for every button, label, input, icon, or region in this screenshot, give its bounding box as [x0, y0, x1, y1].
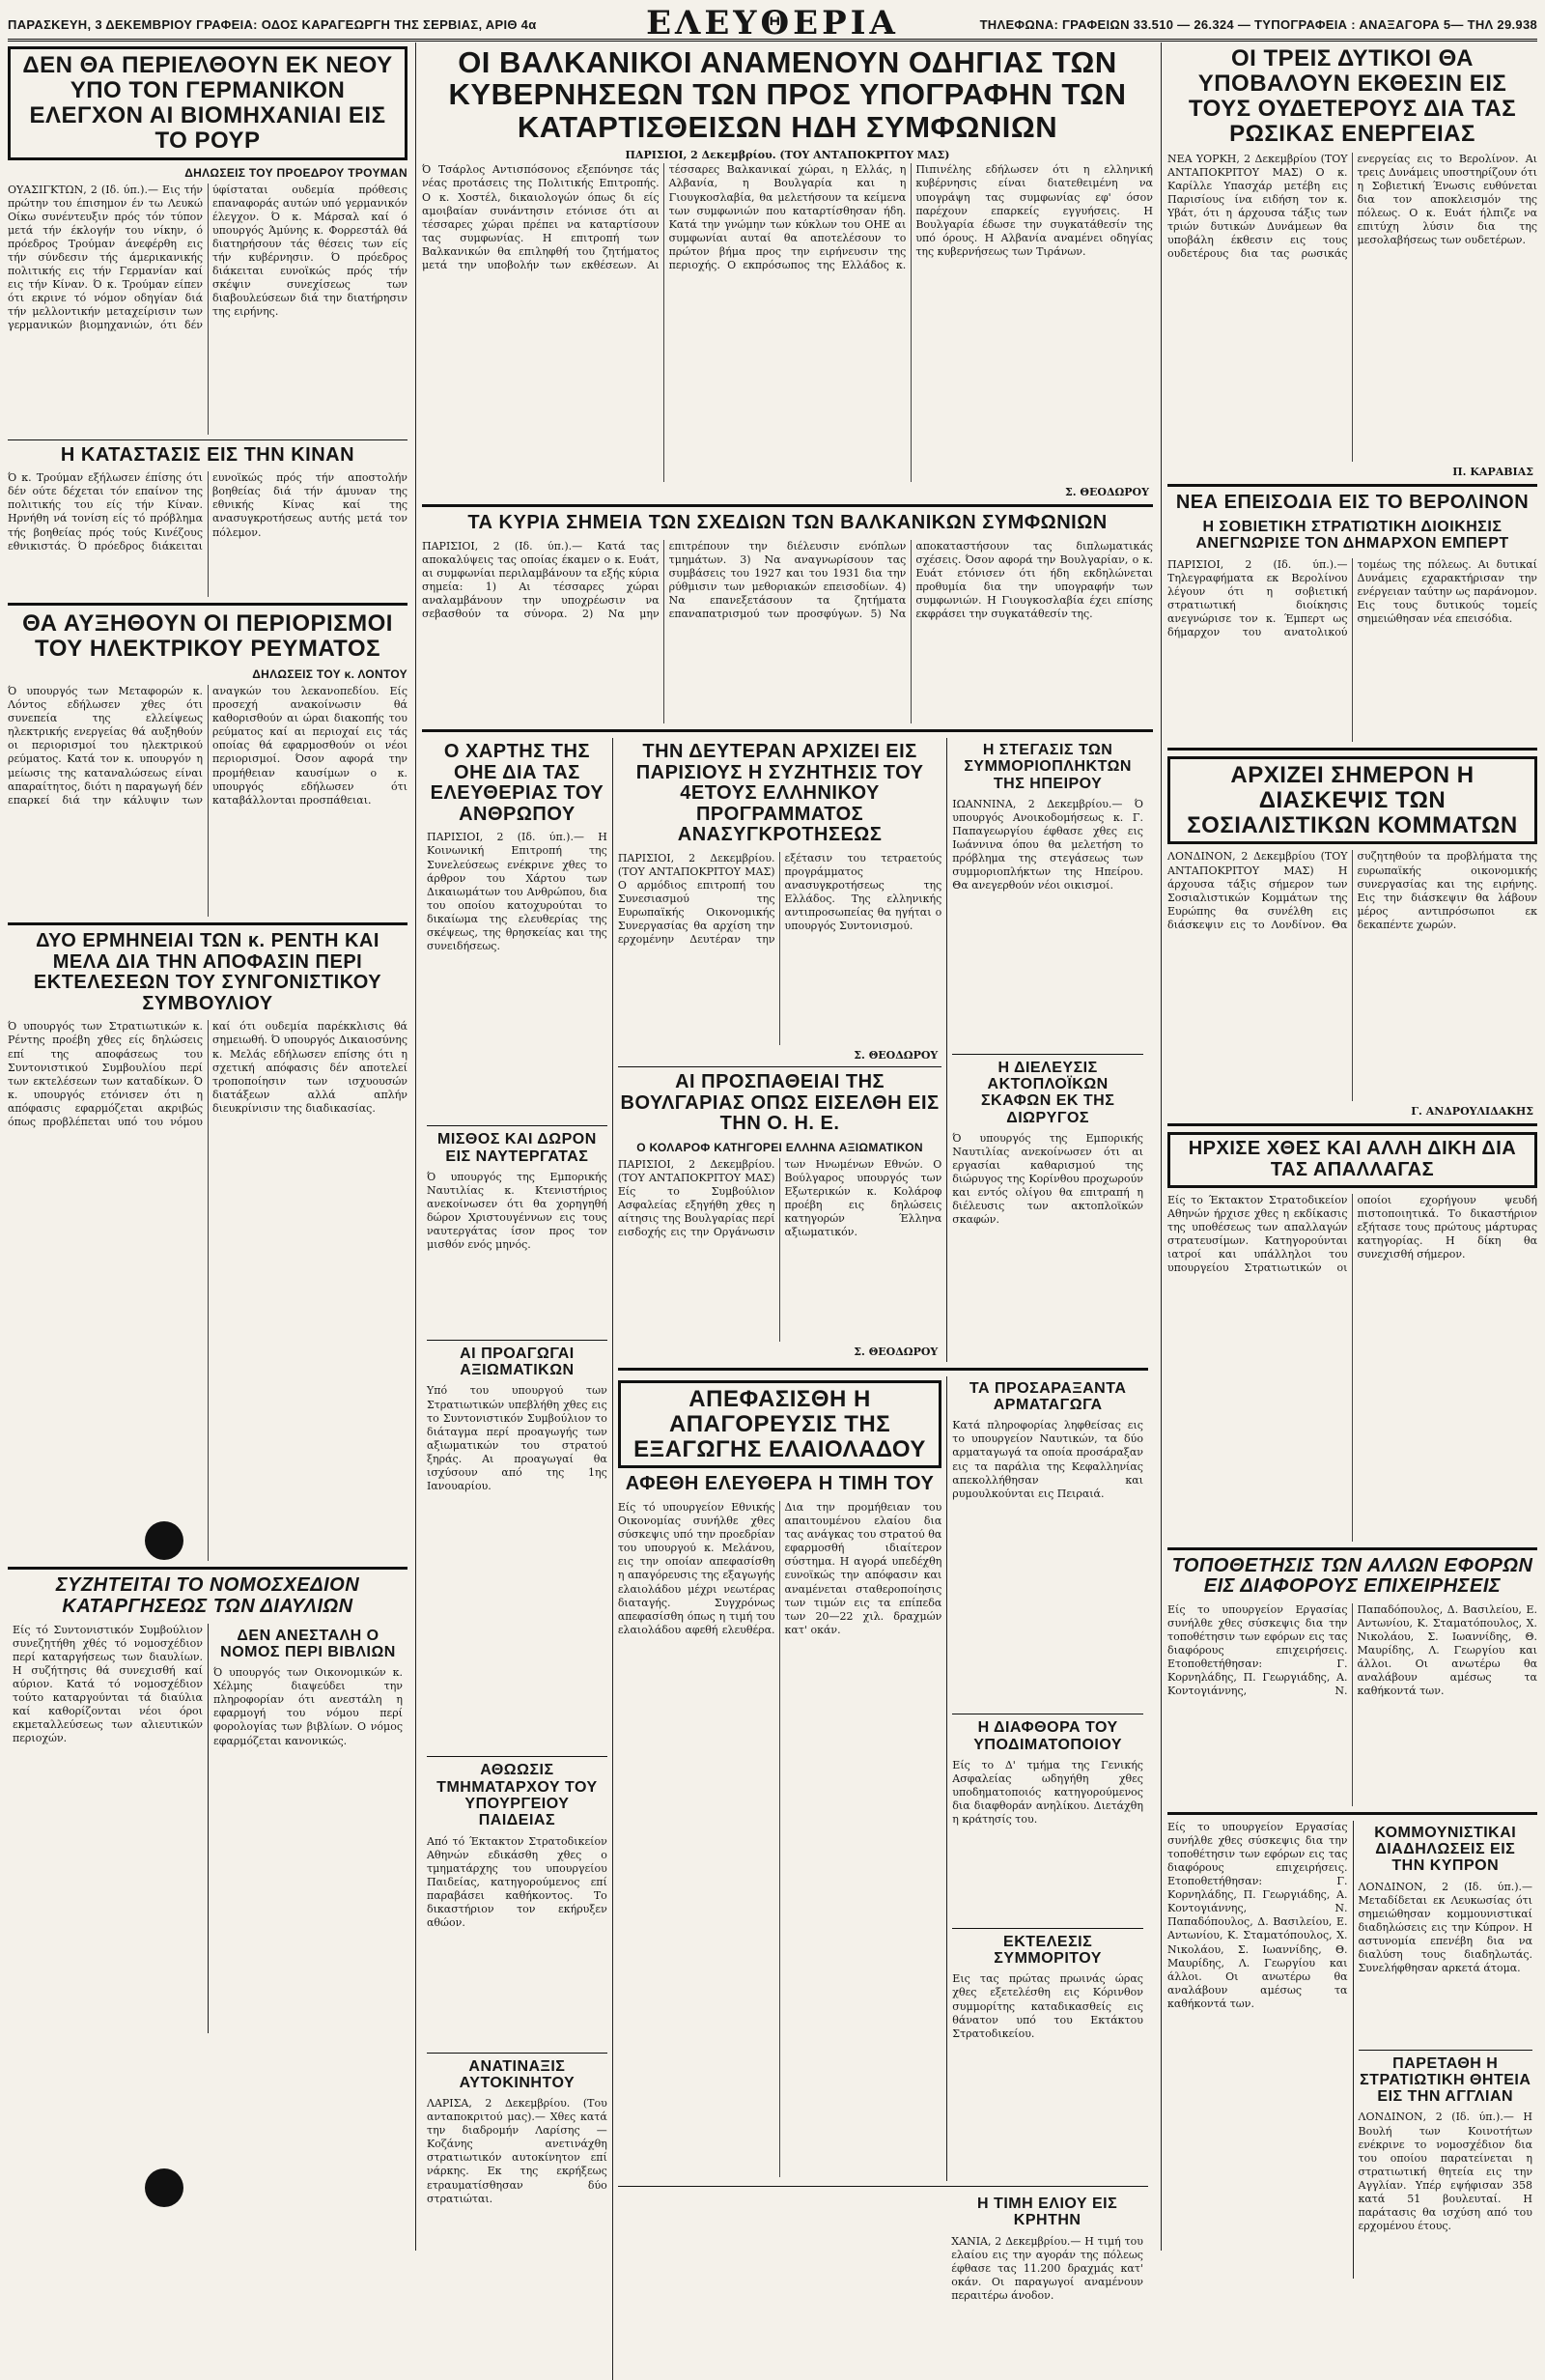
article-body: ΛΟΝΔΙΝΟΝ, 2 (Ιδ. ύπ.).— Η Βουλή των Κοινοτήτων ενέκρινε το νομοσχέδιον δια του οποίου παρατείνεται η στρατιωτική θητεία εις την Αγγλίαν. Υπέρ εψήφισαν 358 κατά 51 βουλευταί. Η παράτασις θα ισχύση από του ερχομένου έτους. — [1358, 2111, 1532, 2233]
lead-article — [422, 46, 1153, 498]
article-electricity — [8, 611, 407, 917]
punch-hole-top — [145, 1521, 183, 1560]
article-uk-service — [1359, 2055, 1533, 2276]
article-ephors — [1167, 1556, 1537, 1806]
byline: Γ. ΑΝΔΡΟΥΛΙΔΑΚΗΣ — [1411, 1105, 1533, 1119]
headline: Η ΔΙΑΦΘΟΡΑ ΤΟΥ ΥΠΟΔΙΜΑΤΟΠΟΙΟΥ — [973, 1719, 1123, 1753]
headline: Η ΣΤΕΓΑΣΙΣ ΤΩΝ ΣΥΜΜΟΡΙΟΠΛΗΚΤΩΝ ΤΗΣ ΗΠΕΙΡΟΥ — [964, 742, 1132, 792]
newspaper-title: ΕΛΕΥΘΕΡΙΑ — [646, 4, 899, 42]
headline: ΑΝΑΤΙΝΑΞΙΣ ΑΥΤΟΚΙΝΗΤΟΥ — [459, 2057, 576, 2091]
headline: ΣΥΖΗΤΕΙΤΑΙ ΤΟ ΝΟΜΟΣΧΕΔΙΟΝ ΚΑΤΑΡΓΗΣΕΩΣ ΤΩΝ ΔΙΑΥΛΙΩΝ — [55, 1574, 360, 1617]
article-body: ΛΑΡΙΣΑ, 2 Δεκεμβρίου. (Του ανταποκριτού μας).— Χθες κατά την διαδρομήν Λαρίσης — Κοζάνης ανετινάχθη στρατιωτικόν αυτοκίνητον επί νάρκης. Εκ της εκρήξεως ετραυματίσθησαν δύο στρατιώται. — [427, 2097, 607, 2205]
headline: ΝΕΑ ΕΠΕΙΣΟΔΙΑ ΕΙΣ ΤΟ ΒΕΡΟΛΙΝΟΝ — [1175, 491, 1530, 513]
headline: ΑΙ ΠΡΟΣΠΑΘΕΙΑΙ ΤΗΣ ΒΟΥΛΓΑΡΙΑΣ ΟΠΩΣ ΕΙΣΕΛΘΗ ΕΙΣ ΤΗΝ Ο. Η. Ε. — [620, 1070, 940, 1135]
masthead-phones: ΤΗΛΕΦΩΝΑ: ΓΡΑΦΕΙΩΝ 33.510 — 26.324 — ΤΥΠΟΓΡΑΦΕΙΑ : ΑΝΑΞΑΓΟΡΑ 5— ΤΗΛ 29.938 — [979, 17, 1537, 32]
article-cyprus — [1359, 1825, 1533, 2045]
headline: ΤΑ ΚΥΡΙΑ ΣΗΜΕΙΑ ΤΩΝ ΣΧΕΔΙΩΝ ΤΩΝ ΒΑΛΚΑΝΙΚΩΝ ΣΥΜΦΩΝΙΩΝ — [467, 512, 1108, 534]
article-body: Ό υπουργός της Εμπορικής Ναυτιλίας κ. Κτενιστήριος ανεκοίνωσεν ότι θα χορηγηθή δώρον Χριστουγέννων εις τους ναυτεργάτας ίσον προς τον μισθόν ενός μηνός. — [427, 1170, 607, 1252]
middle-column — [415, 42, 1159, 2302]
headline-secondary: ΑΦΕΘΗ ΕΛΕΥΘΕΡΑ Η ΤΙΜΗ ΤΟΥ — [625, 1473, 935, 1495]
article-socialist-conference — [1167, 756, 1537, 1119]
article-body: ΠΑΡΙΣΙΟΙ, 2 (Ιδ. ύπ.).— Κατά τας αποκαλύψεις τας οποίας έκαμεν ο κ. Ευάτ, αι συμφωνίαι περιλαμβάνουν τα εξής κύρια σημεία: 1) Αι τέσσαρες χώραι αναλαμβάνουν την υποχρέωσιν να σεβασθούν τα σύνορα. 2) Να μην επιτρέπουν την διέλευσιν ενόπλων τμημάτων. 3) Να αναγνωρίσουν τας συμβάσεις του 1927 και του 1931 δια την ρύθμισιν των μεθοριακών επεισοδίων. 4) Να επανεξετάσουν τα ζητήματα επαναπατρισμού των προσφύγων. 5) Να αποκαταστήσουν τας διπλωματικάς σχέσεις. Όσον αφορά την Βουλγαρίαν, ο κ. Ευάτ ετόνισεν ότι ήδη εκδηλώνεται προθυμία δια την υπογραφήν των συμφωνιών. Η Γιουγκοσλαβία έχει επίσης εκφράσει την συγκατάθεσίν της. — [422, 540, 1153, 621]
headline: ΚΟΜΜΟΥΝΙΣΤΙΚΑΙ ΔΙΑΔΗΛΩΣΕΙΣ ΕΙΣ ΤΗΝ ΚΥΠΡΟΝ — [1374, 1824, 1517, 1875]
byline: Σ. ΘΕΟΔΩΡΟΥ — [1064, 486, 1149, 499]
headline: ΠΑΡΕΤΑΘΗ Η ΣΤΡΑΤΙΩΤΙΚΗ ΘΗΤΕΙΑ ΕΙΣ ΤΗΝ ΑΓΓΛΙΑΝ — [1360, 2054, 1531, 2106]
article-berlin — [1167, 493, 1537, 742]
headline: ΤΑ ΠΡΟΣΑΡΑΞΑΝΤΑ ΑΡΜΑΤΑΓΩΓΑ — [969, 1379, 1127, 1414]
article-body: Ό υπουργός των Μεταφορών κ. Λόντος εδήλωσεν χθες ότι συνεπεία της ελλείψεως ηλεκτρικής ενεργείας θά αυξηθούν οι περιορισμοί του ηλεκτρικού ρεύματος. Κατά τον κ. υπουργόν η μείωσις της καταναλώσεως είναι απαραίτητος, διότι η παραγωγή δέν επαρκεί διά την κάλυψιν των αναγκών του λεκανοπεδίου. Είς προσεχή ανακοίνωσιν θά καθορισθούν αι ώραι διακοπής του ρεύματος καί αι περιοχαί εις τάς οποίας θά εφαρμοσθούν οι νέοι περιορισμοί. Όσον αφορά την προμήθειαν καυσίμων ο κ. υπουργός εδήλωσεν ότι καταβάλλονται προσπάθειαι. — [8, 685, 407, 807]
article-body: Ό υπουργός των Στρατιωτικών κ. Ρέντης προέβη χθες είς δηλώσεις επί της αποφάσεως του Συντονιστικού Συμβουλίου περί των εκτελέσεων των καταδίκων. Ό κ. υπουργός ετόνισεν ότι η απόφασις εφαρμόζεται ακριβώς όπως προβλέπεται υπό του νόμου καί ότι ουδεμία παρέκκλισις θά σημειωθή. Ό υπουργός Δικαιοσύνης κ. Μελάς εδήλωσεν επίσης ότι η σχετική απόφασις δέν αποτελεί τροποποίησιν των ισχυουσών διατάξεων αλλά απλήν διευκρίνισιν της διαδικασίας. — [8, 1020, 407, 1128]
headline: ΤΟΠΟΘΕΤΗΣΙΣ ΤΩΝ ΑΛΛΩΝ ΕΦΟΡΩΝ ΕΙΣ ΔΙΑΦΟΡΟΥΣ ΕΠΙΧΕΙΡΗΣΕΙΣ — [1171, 1554, 1533, 1598]
article-body: Υπό του υπουργού των Στρατιωτικών υπεβλήθη χθες εις το Συντονιστικόν Συμβούλιον το διάταγμα περί προαγωγής των αξιωματικών του στρατού ξηράς. Αι προαγωγαί θα ισχύσουν από της 1ης Ιανουαρίου. — [427, 1384, 607, 1492]
byline: Σ. ΘΕΟΔΩΡΟΥ — [854, 1345, 939, 1358]
headline: ΕΚΤΕΛΕΣΙΣ ΣΥΜΜΟΡΙΤΟΥ — [994, 1933, 1102, 1968]
article-body: ΝΕΑ ΥΟΡΚΗ, 2 Δεκεμβρίου (ΤΟΥ ΑΝΤΑΠΟΚΡΙΤΟΥ ΜΑΣ) Ο κ. Καρίλλε Υπασχάρ μετέβη εις Παρισίους ίνα ειδήση τον κ. Υβάτ, ότι η άρχουσα τάξις των τριών δυτικών Δυνάμεων θα υποβάλη έκθεσιν εις τους ουδετέρους δια τας ρωσικάς ενεργείας εις το Βερολίνον. Αι τρεις Δυνάμεις υποστηρίζουν ότι η Σοβιετική Ένωσις ευθύνεται δια τον αποκλεισμόν της πόλεως. Ο κ. Ευάτ ήλπιζε να επιτύχη λύσιν δια της μεσολαβήσεως των ουδετέρων. — [1167, 152, 1537, 261]
article-balkan-points — [422, 513, 1153, 723]
headline: ΟΙ ΤΡΕΙΣ ΔΥΤΙΚΟΙ ΘΑ ΥΠΟΒΑΛΟΥΝ ΕΚΘΕΣΙΝ ΕΙΣ ΤΟΥΣ ΟΥΔΕΤΕΡΟΥΣ ΔΙΑ ΤΑΣ ΡΩΣΙΚΑΣ ΕΝΕΡΓΕΙΑΣ — [1188, 45, 1517, 147]
article-body: ΠΑΡΙΣΙΟΙ, 2 (Ιδ. ύπ.).— Η Κοινωνική Επιτροπή της Συνελεύσεως ενέκρινε χθες το άρθρον του Χάρτου των Δικαιωμάτων του Ανθρώπου, δια του οποίου κατοχυρούται το δικαίωμα της ελευθερίας της σκέψεως, της θρησκείας και της συνειδήσεως. — [427, 831, 607, 952]
headline: Η ΤΙΜΗ ΕΛΙΟΥ ΕΙΣ ΚΡΗΤΗΝ — [977, 2196, 1118, 2229]
left-column — [8, 42, 413, 2251]
article-body: ΠΑΡΙΣΙΟΙ, 2 Δεκεμβρίου. (ΤΟΥ ΑΝΤΑΠΟΚΡΙΤΟΥ ΜΑΣ) Ο αρμόδιος επιτροπή του Συνεσιασμού της Ευρωπαϊκής Οικονομικής Συνεργασίας θα αρχίση την ερχομένην Δευτέραν την εξέτασιν του τετραετούς προγράμματος ανασυγκροτήσεως της Ελλάδος. Της ελληνικής αντιπροσωπείας θα ηγήται ο υπουργός Συντονισμού. — [617, 851, 942, 947]
article-body: Από τό Έκτακτον Στρατοδικείον Αθηνών εδικάσθη χθες ο τμηματάρχης του υπουργείου Παιδείας, κατηγορούμενος επί παραβάσει καθήκοντος. Το δικαστήριον τον εκήρυξεν αθώον. — [427, 1834, 607, 1929]
article-ruhr — [8, 46, 407, 435]
article-body-continued: Είς το υπουργείον Εργασίας συνήλθε χθες σύσκεψις δια την τοποθέτησιν των εφόρων εις τας διαφόρους επιχειρήσεις. Ετοποθετήθησαν: Γ. Κορνηλάδης, Π. Γεωργιάδης, Α. Κοντογιάννης, Ν. Παπαδόπουλος, Δ. Βασιλείου, Ε. Αντωνίου, Κ. Σταματόπουλος, Χ. Νικολάου, Σ. Ιωαννίδης, Θ. Μαυρίδης, Λ. Γεωργίου και άλλοι. Οι ανωτέρω θα αναλάβουν αμέσως τα καθήκοντά των. — [1167, 1820, 1348, 2010]
article-western-three — [1167, 46, 1537, 478]
headline: Η ΚΑΤΑΣΤΑΣΙΣ ΕΙΣ ΤΗΝ ΚΙΝΑΝ — [60, 443, 355, 466]
right-column — [1161, 42, 1537, 2251]
article-body: ΠΑΡΙΣΙΟΙ, 2 Δεκεμβρίου. (ΤΟΥ ΑΝΤΑΠΟΚΡΙΤΟΥ ΜΑΣ) Είς το Συμβούλιον Ασφαλείας εξηγήθη χθες η αίτησις της Βουλγαρίας περί εισδοχής εις την Οργάνωσιν των Ηνωμένων Εθνών. Ο Βούλγαρος υπουργός των Εξωτερικών κ. Κολάροφ προέβη εις δηλώσεις κατηγορών Έλληνα αξιωματικόν. — [617, 1157, 942, 1239]
headline: Η ΔΙΕΛΕΥΣΙΣ ΑΚΤΟΠΛΟΪΚΩΝ ΣΚΑΦΩΝ ΕΚ ΤΗΣ ΔΙΩΡΥΓΟΣ — [980, 1059, 1115, 1126]
byline: Σ. ΘΕΟΔΩΡΟΥ — [854, 1048, 939, 1062]
article-books-law — [213, 1628, 403, 2015]
headline: ΘΑ ΑΥΞΗΘΟΥΝ ΟΙ ΠΕΡΙΟΡΙΣΜΟΙ ΤΟΥ ΗΛΕΚΤΡΙΚΟΥ ΡΕΥΜΑΤΟΣ — [22, 610, 393, 663]
byline: Π. ΚΑΡΑΒΙΑΣ — [1452, 465, 1533, 478]
subheadline: Ο ΚΟΛΑΡΟΦ ΚΑΤΗΓΟΡΕΙ ΕΛΛΗΝΑ ΑΞΙΩΜΑΤΙΚΟΝ — [636, 1140, 923, 1154]
subheadline: Η ΣΟΒΙΕΤΙΚΗ ΣΤΡΑΤΙΩΤΙΚΗ ΔΙΟΙΚΗΣΙΣ ΑΝΕΓΝΩΡΙΣΕ ΤΟΝ ΔΗΜΑΡΧΟΝ ΕΜΠΕΡΤ — [1195, 519, 1509, 552]
headline: ΔΥΟ ΕΡΜΗΝΕΙΑΙ ΤΩΝ κ. ΡΕΝΤΗ ΚΑΙ ΜΕΛΑ ΔΙΑ ΤΗΝ ΑΠΟΦΑΣΙΝ ΠΕΡΙ ΕΚΤΕΛΕΣΕΩΝ ΤΟΥ ΣΥΝΓΟΝΙΣΤΙΚΟΥ ΣΥΜΒΟΥΛΙΟΥ — [33, 930, 382, 1014]
subheadline: ΔΗΛΩΣΕΙΣ ΤΟΥ ΠΡΟΕΔΡΟΥ ΤΡΟΥΜΑΝ — [184, 165, 407, 180]
article-exemptions-trial — [1167, 1132, 1537, 1541]
article-body: ΛΟΝΔΙΝΟΝ, 2 Δεκεμβρίου (ΤΟΥ ΑΝΤΑΠΟΚΡΙΤΟΥ ΜΑΣ) Η άρχουσα τάξις σήμερον των Σοσιαλιστικών Κομμάτων της Ευρώπης θα συνέλθη εις διάσκεψιν εις το Λονδίνον. Θα συζητηθούν τα προβλήματα της ευρωπαϊκής οικονομικής συνεργασίας και της ειρήνης. Εις την διάσκεψιν θα λάβουν μέρος αντιπρόσωποι εκ δεκαπέντε χωρών. — [1167, 850, 1537, 931]
headline: ΜΙΣΘΟΣ ΚΑΙ ΔΩΡΟΝ ΕΙΣ ΝΑΥΤΕΡΓΑΤΑΣ — [437, 1131, 597, 1165]
article-body: Ό Τσάρλος Αντισπόσονος εξεπόνησε τάς νέας προτάσεις της Πολιτικής Επιτροπής. Ο κ. Χοστέλ, δικαιολογών όπως δι είς αμοιβαίαν συνάντησιν ετόνισε ότι αι τέσσαρες χώραι πρέπει να καταρτίσουν τας συμφωνίας. Η επιτροπή των Βαλκανικών θα επιληφθή του ζητήματος μετά την υποβολήν των εκθέσεων. Αι τέσσαρες Βαλκανικαί χώραι, η Ελλάς, η Αλβανία, η Βουλγαρία και η Γιουγκοσλαβία, θα μελετήσουν τα κείμενα των συμφωνιών που καταρτίσθησαν ήδη. Κατά την γνώμην των κύκλων του ΟΗΕ αι συμφωνίαι αυταί θα αποτελέσουν το πρώτον βήμα προς την ειρήνευσιν της περιοχής. Ο εκπρόσωπος της Ελλάδος κ. Πιπινέλης εδήλωσεν ότι η ελληνική κυβέρνησις είναι διατεθειμένη να υπογράψη τας συμφωνίας εφ' όσον παρέχουν επαρκείς εγγυήσεις. Η Βουλγαρία έδωσε την συγκατάθεσίν της υπό όρους. Η Αλβανία αναμένει οδηγίας της κυβερνήσεως των Τιράνων. — [422, 163, 1153, 271]
article-body: ΧΑΝΙΑ, 2 Δεκεμβρίου.— Η τιμή του ελαίου εις την αγοράν της πόλεως έφθασε τας 11.200 δραχμάς κατ' οκάν. Οι παραγωγοί αναμένουν περαιτέρω άνοδον. — [951, 2234, 1143, 2302]
article-channels — [8, 1575, 407, 2032]
article-body: ΙΩΑΝΝΙΝΑ, 2 Δεκεμβρίου.— Ό υπουργός Ανοικοδομήσεως κ. Γ. Παπαγεωργίου έφθασε χθες εις Ιωάννινα όπου θα μελετήση το πρόβλημα της στεγάσεως των συμμοριοπλήκτων της Ηπείρου. Θα ανεγερθούν νέοι οικισμοί. — [952, 797, 1143, 892]
headline: ΑΘΩΩΣΙΣ ΤΜΗΜΑΤΑΡΧΟΥ ΤΟΥ ΥΠΟΥΡΓΕΙΟΥ ΠΑΙΔΕΙΑΣ — [436, 1762, 598, 1829]
dateline: ΠΑΡΙΣΙΟΙ, 2 Δεκεμβρίου. (ΤΟΥ ΑΝΤΑΠΟΚΡΙΤΟΥ ΜΑΣ) — [625, 149, 950, 162]
article-body: ΛΟΝΔΙΝΟΝ, 2 (Ιδ. ύπ.).— Μεταδίδεται εκ Λευκωσίας ότι σημειώθησαν κομμουνιστικαί διαδηλώσεις εις την Κύπρον. Η αστυνομία επενέβη δια να διαλύση τους διαδηλωτάς. Συνελήφθησαν αρκετά άτομα. — [1358, 1880, 1532, 1975]
article-body: Είς το Έκτακτον Στρατοδικείον Αθηνών ήρχισε χθες η εκδίκασις της υποθέσεως των απαλλαγών στρατευσίμων. Κατηγορούνται ιατροί και υπάλληλοι του υπουργείου Στρατιωτικών οι οποίοι εχορήγουν ψευδή πιστοποιητικά. Το δικαστήριον εξήτασε τους πρώτους μάρτυρας κατηγορίας. Η δίκη θα συνεχισθή σήμερον. — [1167, 1193, 1537, 1275]
headline: ΔΕΝ ΑΝΕΣΤΑΛΗ Ο ΝΟΜΟΣ ΠΕΡΙ ΒΙΒΛΙΩΝ — [220, 1627, 396, 1660]
headline: ΑΠΕΦΑΣΙΣΘΗ Η ΑΠΑΓΟΡΕΥΣΙΣ ΤΗΣ ΕΞΑΓΩΓΗΣ ΕΛΑΙΟΛΑΔΟΥ — [618, 1380, 941, 1469]
article-body: Εις τας πρώτας πρωινάς ώρας χθες εξετελέσθη εις Κόρινθον συμμορίτης καταδικασθείς εις θάνατον υπό του Εκτάκτου Στρατοδικείου. — [952, 1972, 1143, 2040]
article-body: ΟΥΑΣΙΓΚΤΩΝ, 2 (Ιδ. ύπ.).— Εις τήν πρώτην του έπισημον έν τω Λευκώ Οίκω συνέντευξιν πρός τόν τύπον μετά τήν έκλογήν του νίκην, ό πρόεδρος Τρούμαν άνεφέρθη εις τήν σύνδεσιν τής άμερικανικής πολιτικής εις τήν Γερμανίαν καί εις τήν Κίναν. Ό κ. Τρούμαν είπεν ότι εκρινε τό νόμον οδηγίαν διά τήν μελλοντικήν μεταχείρισιν των γερμανικών βιομηχανιών, ότι δέν ύφίσταται ουδεμία πρόθεσις επαναφοράς αυτών υπό γερμανικόν έλεγχον. Ό κ. Μάρσαλ καί ό υπουργός Άμύνης κ. Φορρεστάλ θά διατηρήσουν τάς θέσεις των είς τήν κυβέρνησιν. Ό πρόεδρος διάκειται ευνοϊκώς πρός τήν σκέψιν συνεχίσεως των διαβουλεύσεων διά την διατήρησιν της ειρήνης. — [8, 183, 407, 332]
headline: ΤΗΝ ΔΕΥΤΕΡΑΝ ΑΡΧΙΖΕΙ ΕΙΣ ΠΑΡΙΣΙΟΥΣ Η ΣΥΖΗΤΗΣΙΣ ΤΟΥ 4ΕΤΟΥΣ ΕΛΛΗΝΙΚΟΥ ΠΡΟΓΡΑΜΜΑΤΟΣ ΑΝΑΣΥΓΚΡΟΤΗΣΕΩΣ — [635, 741, 924, 846]
subheadline: ΔΗΛΩΣΕΙΣ ΤΟΥ κ. ΛΟΝΤΟΥ — [252, 667, 407, 682]
headline: ΔΕΝ ΘΑ ΠΕΡΙΕΛΘΟΥΝ ΕΚ ΝΕΟΥ ΥΠΟ ΤΟΝ ΓΕΡΜΑΝΙΚΟΝ ΕΛΕΓΧΟΝ ΑΙ ΒΙΟΜΗΧΑΝΙΑΙ ΕΙΣ ΤΟ ΡΟΥΡ — [8, 46, 407, 160]
article-body: Είς το υπουργείον Εργασίας συνήλθε χθες σύσκεψις δια την τοποθέτησιν των εφόρων εις τας διαφόρους επιχειρήσεις. Ετοποθετήθησαν: Γ. Κορνηλάδης, Π. Γεωργιάδης, Α. Κοντογιάννης, Ν. Παπαδόπουλος, Δ. Βασιλείου, Ε. Αντωνίου, Κ. Σταματόπουλος, Χ. Νικολάου, Σ. Ιωαννίδης, Θ. Μαυρίδης, Λ. Γεωργίου και άλλοι. Οι ανωτέρω θα αναλάβουν αμέσως τα καθήκοντά των. — [1167, 1602, 1537, 1698]
article-executions — [8, 931, 407, 1561]
masthead-date-address: ΠΑΡΑΣΚΕΥΗ, 3 ΔΕΚΕΜΒΡΙΟΥ ΓΡΑΦΕΙΑ: ΟΔΟΣ ΚΑΡΑΓΕΩΡΓΗ ΤΗΣ ΣΕΡΒΙΑΣ, ΑΡΙΘ 4α — [8, 17, 537, 32]
article-body: ΠΑΡΙΣΙΟΙ, 2 (Ιδ. ύπ.).— Τηλεγραφήματα εκ Βερολίνου λέγουν ότι η σοβιετική στρατιωτική διοίκησις ανεγνώρισε τον κ. Έμπερτ ως δήμαρχον του ανατολικού τομέως της πόλεως. Αι δυτικαί Δυνάμεις εχαρακτήρισαν την ενέργειαν ταύτην ως παράνομον. Εις τους δυτικούς τομείς σημειώθησαν νέα επεισόδια. — [1167, 557, 1537, 639]
article-body: Είς τό υπουργείον Εθνικής Οικονομίας συνήλθε χθες σύσκεψις υπό την προεδρίαν του υπουργού κ. Μελάνου, εις την οποίαν απεφασίσθη η απαγόρευσις της εξαγωγής ελαιολάδου μέχρι νεωτέρας διαταγής. Συγχρόνως απεφασίσθη όπως η τιμή του ελαιολάδου αφεθή ελευθέρα. Δια την προμήθειαν του απαιτουμένου ελαίου δια τας ανάγκας του στρατού θα εφαρμοσθή ιδιαίτερον σύστημα. Η αγορά υπεδέχθη ευνοϊκώς την απόφασιν και αναμένεται σταθεροποίησις των τιμών εις τα επίπεδα των 20—22 χιλ. δραχμών κατ' οκάν. — [617, 1501, 942, 1636]
headline: ΑΙ ΠΡΟΑΓΩΓΑΙ ΑΞΙΩΜΑΤΙΚΩΝ — [460, 1345, 575, 1379]
masthead — [8, 6, 1537, 42]
punch-hole-bottom — [145, 2168, 183, 2207]
lead-headline: ΟΙ ΒΑΛΚΑΝΙΚΟΙ ΑΝΑΜΕΝΟΥΝ ΟΔΗΓΙΑΣ ΤΩΝ ΚΥΒΕΡΝΗΣΕΩΝ ΤΩΝ ΠΡΟΣ ΥΠΟΓΡΑΦΗΝ ΤΩΝ ΚΑΤΑΡΤΙΣΘΕΙΣΩΝ ΗΔΗ ΣΥΜΦΩΝΙΩΝ — [448, 45, 1127, 144]
headline: Ο ΧΑΡΤΗΣ ΤΗΣ ΟΗΕ ΔΙΑ ΤΑΣ ΕΛΕΥΘΕΡΙΑΣ ΤΟΥ ΑΝΘΡΩΠΟΥ — [430, 741, 604, 825]
article-body: Κατά πληροφορίας ληφθείσας εις το υπουργείον Ναυτικών, τα δύο αρματαγωγά τα οποία προσάραξαν εις τα παράλια της Κεφαλληνίας απεκολλήθησαν και ρυμουλκούνται εις Πειραιά. — [952, 1419, 1143, 1500]
article-body: Ό υπουργός των Οικονομικών κ. Χέλμης διαψεύδει την πληροφορίαν ότι ανεστάλη η εφαρμογή του νόμου περί φορολογίας των βιβλίων. Ο νόμος εφαρμόζεται κανονικώς. — [213, 1666, 403, 1747]
article-china — [8, 445, 407, 598]
headline: ΑΡΧΙΖΕΙ ΣΗΜΕΡΟΝ Η ΔΙΑΣΚΕΨΙΣ ΤΩΝ ΣΟΣΙΑΛΙΣΤΙΚΩΝ ΚΟΜΜΑΤΩΝ — [1167, 756, 1537, 845]
article-body: Είς το Δ' τμήμα της Γενικής Ασφαλείας ωδηγήθη χθες υποδηματοποιός κατηγορούμενος δια διαφθοράν ανηλίκου. Διετάχθη η κράτησίς του. — [952, 1758, 1143, 1827]
headline: ΗΡΧΙΣΕ ΧΘΕΣ ΚΑΙ ΑΛΛΗ ΔΙΚΗ ΔΙΑ ΤΑΣ ΑΠΑΛΛΑΓΑΣ — [1167, 1132, 1537, 1187]
article-body: Ό κ. Τρούμαν εξήλωσεν έπίσης ότι δέν ούτε δέχεται τόν επαίνον της πολιτικής του είς τήν Κίναν. Ηρνήθη νά τονίση είς τό πρόβλημα τής βοηθείας πρός τούς Κινέζους εθνικιστάς. Ό πρόεδρος διάκειται ευνοϊκώς πρός τήν αποστολήν βοηθείας διά τήν άμυναν της εθνικής Κίνας καί της ανασυγκροτήσεως αυτής μετά τον πόλεμον. — [8, 471, 407, 552]
article-body: Είς τό Συντονιστικόν Συμβούλιον συνεζητήθη χθές τό νομοσχέδιον περί καταργήσεως των διαυλίων. Η συζήτησις θά συνεχισθή καί αύριον. Κατά τό νομοσχέδιον τούτο καταργούνται τά διαύλια καί καθορίζονται νέοι όροι εκμεταλλεύσεως των αλιευτικών περιοχών. — [13, 1623, 203, 1745]
article-body: Ό υπουργός της Εμπορικής Ναυτιλίας ανεκοίνωσεν ότι αι εργασίαι καθαρισμού της διώρυγος της Κορίνθου προχωρούν και εντός ολίγου θα επιτραπή η διέλευσις των ακτοπλοϊκών σκαφών. — [952, 1131, 1143, 1227]
